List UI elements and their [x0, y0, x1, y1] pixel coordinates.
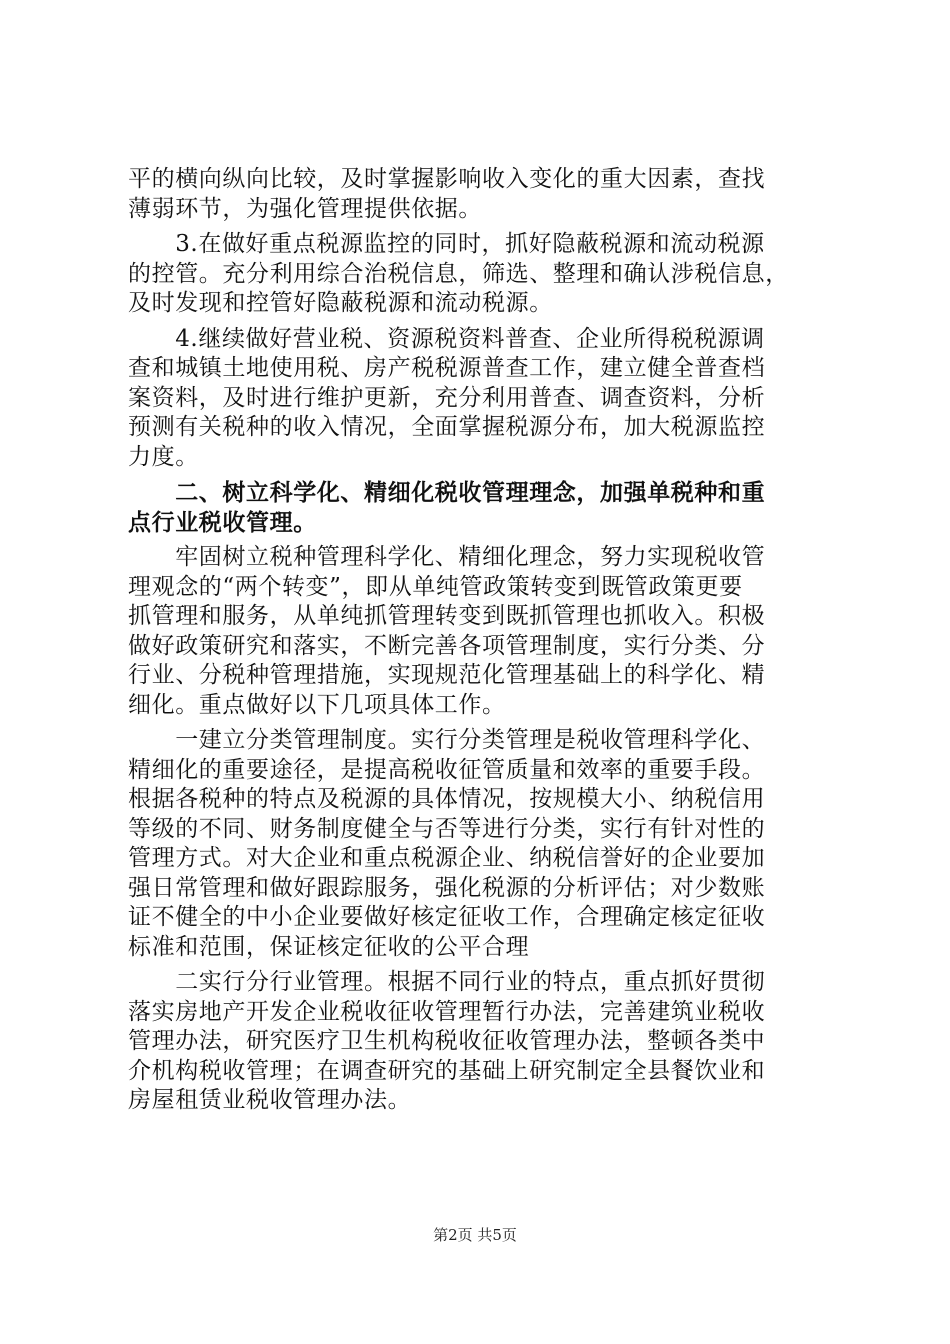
text-line: 强日常管理和做好跟踪服务，强化税源的分析评估；对少数账: [128, 874, 766, 901]
heading-line: 点行业税收管理。: [128, 508, 317, 536]
text-line: 牢固树立税种管理科学化、精细化理念，努力实现税收管: [128, 544, 766, 570]
text-line: 薄弱环节，为强化管理提供依据。: [128, 195, 482, 222]
text-line: 标准和范围，保证核定征收的公平合理: [128, 933, 530, 960]
text-line: 管理方式。对大企业和重点税源企业、纳税信誉好的企业要加: [128, 845, 766, 871]
text-line: 做好政策研究和落实，不断完善各项管理制度，实行分类、分: [128, 632, 766, 659]
text-line: 抓管理和服务，从单纯抓管理转变到既抓管理也抓收入。积极: [128, 603, 766, 629]
text-line: 3.在做好重点税源监控的同时，抓好隐蔽税源和流动税源: [128, 231, 765, 257]
paragraph-section-intro: [128, 543, 830, 720]
text-line: 二实行分行业管理。根据不同行业的特点，重点抓好贯彻: [128, 969, 766, 995]
paragraph-item-4: [128, 325, 830, 473]
text-line: 精细化的重要途径，是提高税收征管质量和效率的重要手段。: [128, 756, 766, 783]
text-line: 一建立分类管理制度。实行分类管理是税收管理科学化、: [128, 727, 766, 753]
section-heading-2: [128, 478, 830, 537]
heading-line: 二、树立科学化、精细化税收管理理念，加强单税种和重: [128, 479, 766, 506]
text-line: 及时发现和控管好隐蔽税源和流动税源。: [128, 290, 553, 316]
text-line: 落实房地产开发企业税收征收管理暂行办法，完善建筑业税收: [128, 998, 766, 1025]
text-line: 房屋租赁业税收管理办法。: [128, 1087, 412, 1113]
text-line: 查和城镇土地使用税、房产税税源普查工作，建立健全普查档: [128, 355, 766, 381]
paragraph-classification: [128, 726, 830, 962]
text-line: 管理办法，研究医疗卫生机构税收征收管理办法，整顿各类中: [128, 1028, 766, 1054]
paragraph-item-3: [128, 230, 830, 319]
text-line: 4.继续做好营业税、资源税资料普查、企业所得税税源调: [128, 325, 765, 352]
page-number-footer: 第2页 共5页: [433, 1226, 517, 1244]
text-line: 根据各税种的特点及税源的具体情况，按规模大小、纳税信用: [128, 786, 766, 812]
document-body: [128, 165, 830, 1116]
text-line: 理观念的“两个转变”，即从单纯管政策转变到既管政策更要: [128, 573, 743, 600]
paragraph-industry-management: [128, 968, 830, 1116]
text-line: 证不健全的中小企业要做好核定征收工作，合理确定核定征收: [128, 904, 766, 930]
text-line: 案资料，及时进行维护更新，充分利用普查、调查资料，分析: [128, 384, 766, 411]
paragraph-intro-continuation: [128, 165, 830, 224]
text-line: 力度。: [128, 443, 199, 470]
text-line: 介机构税收管理；在调查研究的基础上研究制定全县餐饮业和: [128, 1057, 766, 1084]
text-line: 细化。重点做好以下几项具体工作。: [128, 691, 506, 718]
text-line: 平的横向纵向比较，及时掌握影响收入变化的重大因素，查找: [128, 166, 766, 192]
text-line: 预测有关税种的收入情况，全面掌握税源分布，加大税源监控: [128, 414, 766, 440]
text-line: 等级的不同、财务制度健全与否等进行分类，实行有针对性的: [128, 815, 766, 842]
text-line: 行业、分税种管理措施，实现规范化管理基础上的科学化、精: [128, 662, 766, 688]
text-line: 的控管。充分利用综合治税信息，筛选、整理和确认涉税信息，: [128, 260, 789, 287]
